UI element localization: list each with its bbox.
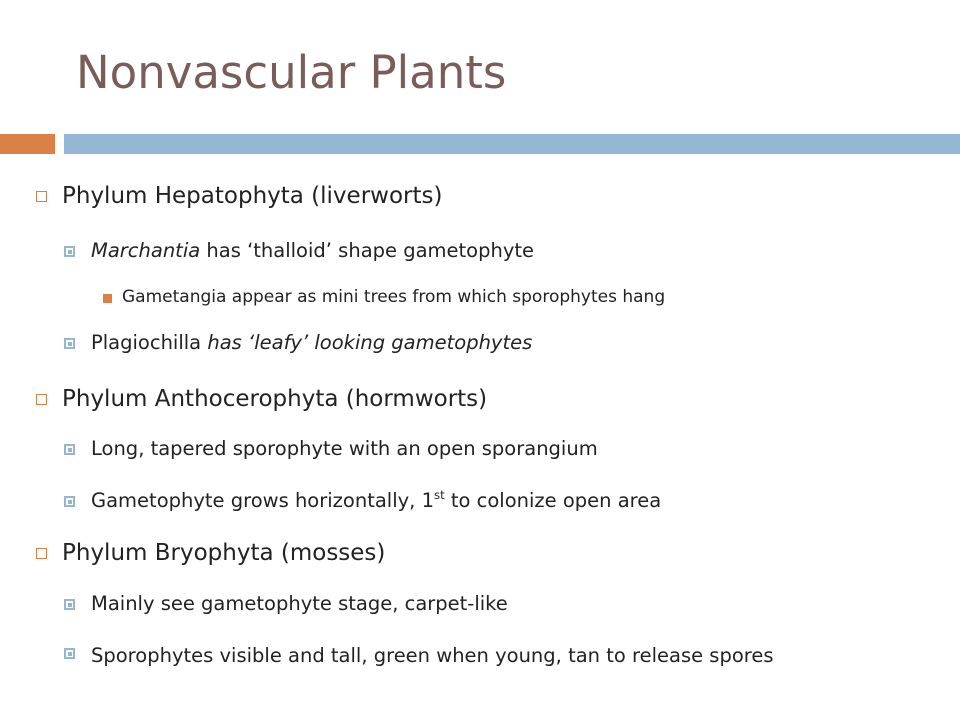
bullet-text: Phylum Anthocerophyta (hormworts) xyxy=(62,386,488,412)
bullet-hepatophyta xyxy=(36,183,442,209)
framed-square-bullet-icon xyxy=(64,246,75,257)
framed-square-bullet-icon xyxy=(64,444,75,455)
framed-square-bullet-icon xyxy=(64,496,75,507)
sub-bullet-text: Sporophytes visible and tall, green when young, tan to release spores xyxy=(91,644,774,667)
hollow-square-bullet-icon xyxy=(36,394,47,405)
italic-term: Marchantia xyxy=(91,239,201,262)
bullet-text: Phylum Bryophyta (mosses) xyxy=(62,540,386,566)
framed-square-bullet-icon xyxy=(64,599,75,610)
bullet-text: Phylum Hepatophyta (liverworts) xyxy=(62,183,443,209)
sub-bullet-text-italic: has ‘leafy’ looking gametophytes xyxy=(207,331,533,354)
slide-title: Nonvascular Plants xyxy=(76,46,507,99)
sub-bullet-text-rest: has ‘thalloid’ shape gametophyte xyxy=(200,239,535,262)
bullet-bryophyta xyxy=(36,540,385,566)
sub-sub-bullet-gametangia xyxy=(99,287,665,307)
sub-bullet-text-plain: Plagiochilla xyxy=(91,331,208,354)
sub-bullet-text: Mainly see gametophyte stage, carpet-like xyxy=(91,592,508,615)
sub-bullet-text-after: to colonize open area xyxy=(444,489,662,512)
hollow-square-bullet-icon xyxy=(36,548,47,559)
sub-bullet-text: Long, tapered sporophyte with an open sporangium xyxy=(91,437,598,460)
sub-sub-bullet-text: Gametangia appear as mini trees from which sporophytes hang xyxy=(122,287,666,307)
filled-square-bullet-icon xyxy=(103,294,112,303)
sub-bullet-text xyxy=(91,331,532,354)
sub-bullet-plagiochilla xyxy=(64,331,532,354)
sub-bullet-sporophytes-visible xyxy=(64,641,871,671)
framed-square-bullet-icon xyxy=(64,648,75,659)
sub-bullet-sporophyte xyxy=(64,437,598,460)
sub-bullet-text-before: Gametophyte grows horizontally, 1 xyxy=(91,489,434,512)
sub-bullet-marchantia xyxy=(64,239,534,262)
sub-bullet-mainly xyxy=(64,592,508,615)
sub-bullet-text xyxy=(91,239,534,262)
hollow-square-bullet-icon xyxy=(36,191,47,202)
superscript: st xyxy=(433,487,445,502)
framed-square-bullet-icon xyxy=(64,338,75,349)
sub-bullet-gametophyte xyxy=(64,489,661,512)
bullet-anthocerophyta xyxy=(36,386,487,412)
sub-bullet-text xyxy=(91,489,661,512)
